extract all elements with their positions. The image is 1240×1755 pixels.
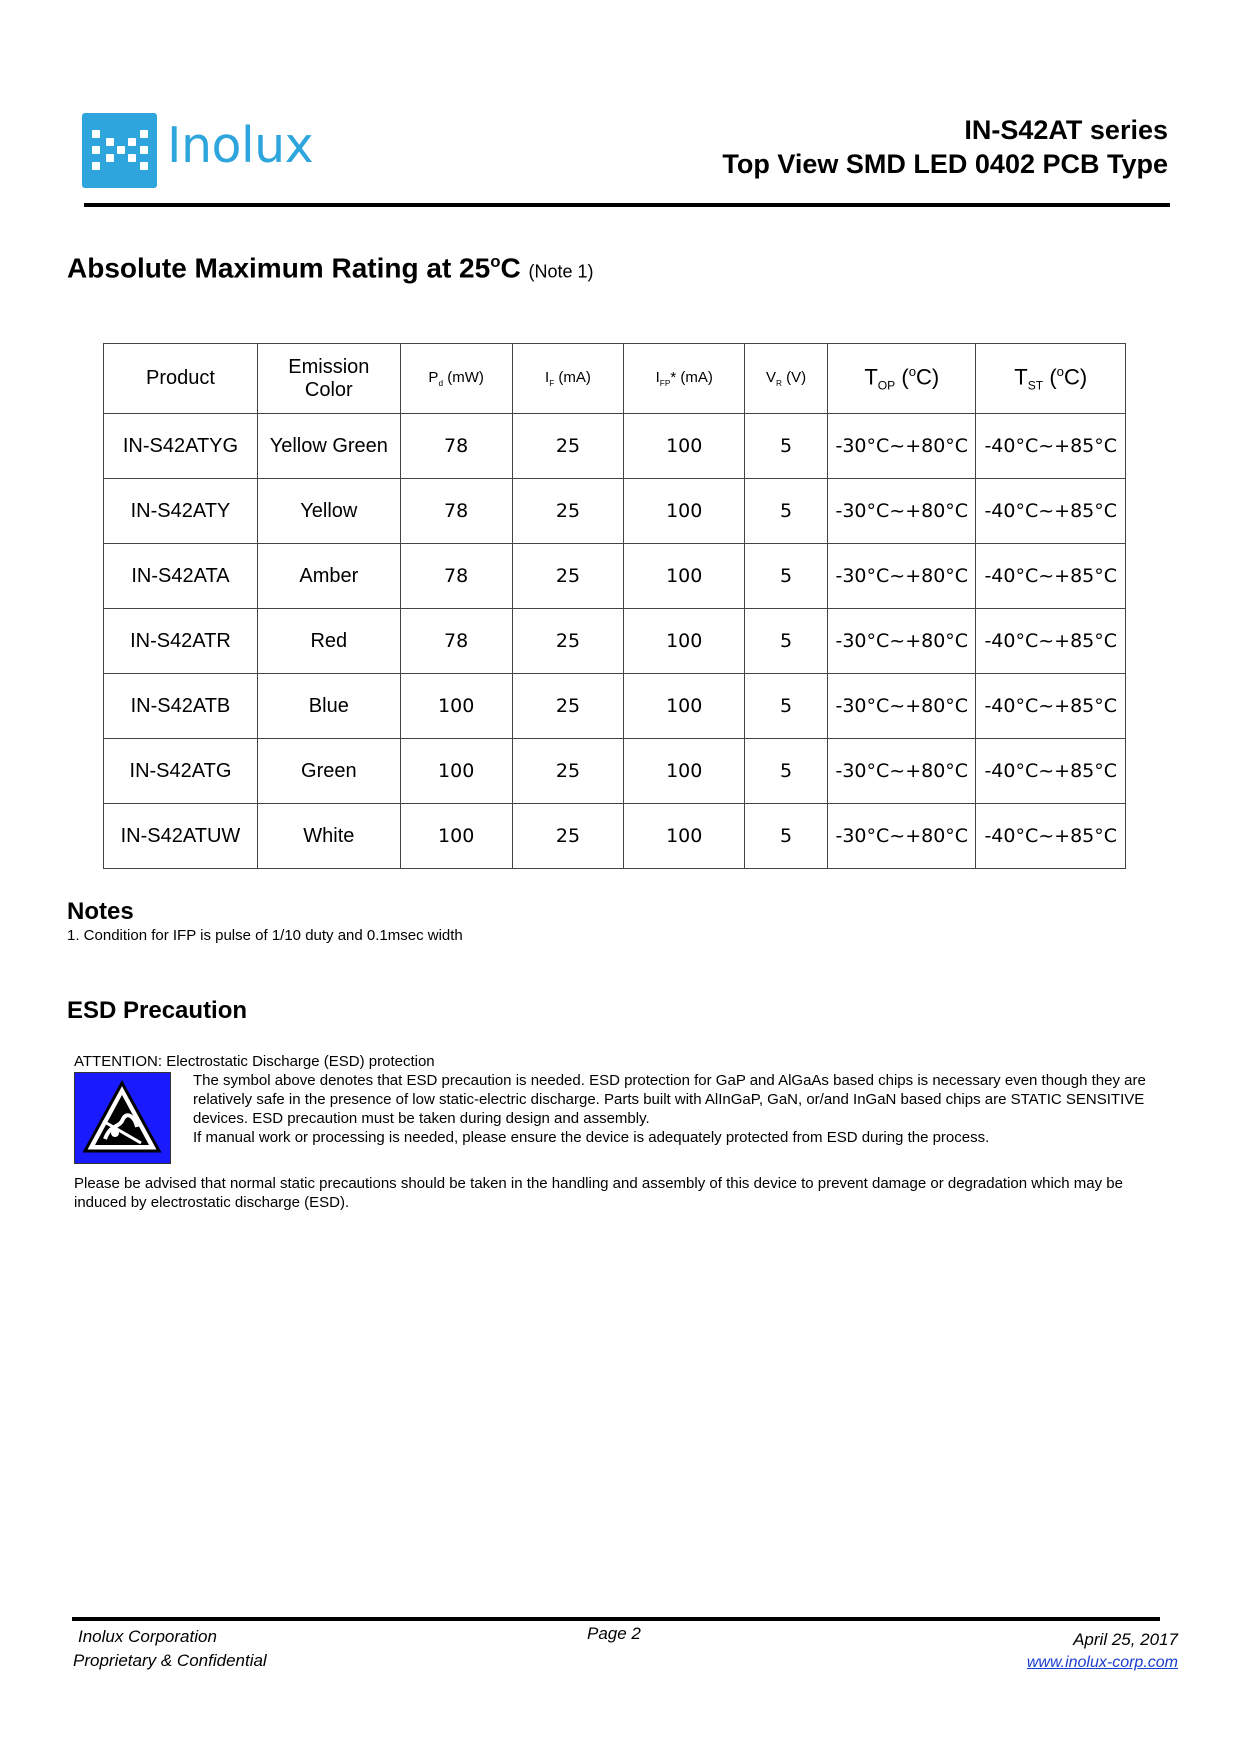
page-number: Page 2 <box>587 1624 641 1643</box>
heading-text: Absolute Maximum Rating at 25 <box>67 252 491 284</box>
heading-unit: C <box>500 252 521 284</box>
cell-pd: 100 <box>400 674 512 739</box>
cell-ifp: 100 <box>624 739 745 804</box>
header-if: $I_F$ (mA) <box>512 344 624 414</box>
cell-tst: -40°C~+85°C <box>976 804 1126 869</box>
cell-product: IN-S42ATR <box>104 609 258 674</box>
esd-warning-icon <box>74 1072 171 1164</box>
cell-color: Green <box>257 739 400 804</box>
header-tst: $T_{ST}$ ($^o$C) <box>976 344 1126 414</box>
table-row <box>104 414 1126 479</box>
logo-text: Inolux <box>167 117 314 174</box>
table-row <box>104 674 1126 739</box>
header-vr: $V_R$ (V) <box>745 344 828 414</box>
cell-tst: -40°C~+85°C <box>976 674 1126 739</box>
cell-top: -30°C~+80°C <box>828 544 976 609</box>
section-heading-absolute-maximum-rating <box>67 252 594 284</box>
table-row <box>104 479 1126 544</box>
cell-color: Yellow Green <box>257 414 400 479</box>
cell-tst: -40°C~+85°C <box>976 609 1126 674</box>
footer-date: April 25, 2017 <box>1073 1630 1178 1649</box>
note-reference: (Note 1) <box>528 261 594 282</box>
cell-top: -30°C~+80°C <box>828 804 976 869</box>
series-title: IN-S42AT series <box>964 115 1168 145</box>
table-row <box>104 544 1126 609</box>
cell-if: 25 <box>512 739 624 804</box>
cell-ifp: 100 <box>624 544 745 609</box>
cell-pd: 100 <box>400 739 512 804</box>
logo-mark-icon <box>82 113 157 188</box>
cell-top: -30°C~+80°C <box>828 414 976 479</box>
esd-heading: ESD Precaution <box>67 997 248 1024</box>
cell-product: IN-S42ATUW <box>104 804 258 869</box>
cell-product: IN-S42ATY <box>104 479 258 544</box>
notes-heading: Notes <box>67 898 134 925</box>
note-item: 1. Condition for IFP is pulse of 1/10 duty and 0.1msec width <box>67 927 463 944</box>
cell-product: IN-S42ATA <box>104 544 258 609</box>
cell-if: 25 <box>512 414 624 479</box>
cell-top: -30°C~+80°C <box>828 479 976 544</box>
cell-if: 25 <box>512 674 624 739</box>
document-title-block <box>722 113 1168 181</box>
table-header-row <box>104 344 1126 414</box>
cell-vr: 5 <box>745 804 828 869</box>
cell-top: -30°C~+80°C <box>828 739 976 804</box>
cell-if: 25 <box>512 479 624 544</box>
footer-divider <box>72 1617 1160 1621</box>
cell-tst: -40°C~+85°C <box>976 739 1126 804</box>
cell-color: Yellow <box>257 479 400 544</box>
header-top: $T_{OP}$ ($^o$C) <box>828 344 976 414</box>
cell-if: 25 <box>512 609 624 674</box>
esd-paragraph-1: The symbol above denotes that ESD precaution is needed. ESD protection for GaP and AlGaAs based chips is necessary even though they are relatively safe in the presence of low static-electric discharge. Parts built with AlInGaP, GaN, or/and InGaN based chips are STATIC SENSITIVE devices. ESD precaution must be taken during design and assembly. <box>193 1072 1146 1127</box>
degree-sup: o <box>490 252 501 271</box>
cell-vr: 5 <box>745 544 828 609</box>
header-emission-line1: Emission <box>288 355 370 378</box>
product-subtitle: Top View SMD LED 0402 PCB Type <box>722 149 1168 179</box>
header-pd: $P_d$ (mW) <box>400 344 512 414</box>
cell-pd: 78 <box>400 544 512 609</box>
esd-paragraph-2: If manual work or processing is needed, please ensure the device is adequately protected from ESD during the process. <box>193 1129 990 1146</box>
footer-confidential: Proprietary & Confidential <box>73 1651 267 1670</box>
esd-body <box>193 1071 1153 1147</box>
cell-pd: 78 <box>400 609 512 674</box>
cell-vr: 5 <box>745 739 828 804</box>
cell-color: White <box>257 804 400 869</box>
cell-ifp: 100 <box>624 609 745 674</box>
header-emission-color <box>257 344 400 414</box>
esd-attention: ATTENTION: Electrostatic Discharge (ESD) protection <box>74 1053 435 1070</box>
footer-website-link[interactable]: www.inolux-corp.com <box>1026 1654 1178 1671</box>
table-row <box>104 609 1126 674</box>
cell-tst: -40°C~+85°C <box>976 414 1126 479</box>
header-product: Product <box>104 344 258 414</box>
cell-product: IN-S42ATG <box>104 739 258 804</box>
cell-pd: 100 <box>400 804 512 869</box>
cell-pd: 78 <box>400 414 512 479</box>
cell-if: 25 <box>512 804 624 869</box>
company-logo <box>82 113 314 191</box>
cell-color: Red <box>257 609 400 674</box>
cell-tst: -40°C~+85°C <box>976 479 1126 544</box>
cell-vr: 5 <box>745 609 828 674</box>
cell-vr: 5 <box>745 479 828 544</box>
cell-tst: -40°C~+85°C <box>976 544 1126 609</box>
table-row <box>104 739 1126 804</box>
cell-pd: 78 <box>400 479 512 544</box>
footer-company: Inolux Corporation <box>78 1627 217 1646</box>
table-row <box>104 804 1126 869</box>
cell-color: Amber <box>257 544 400 609</box>
header-divider <box>84 203 1170 207</box>
absolute-maximum-rating-table <box>103 343 1126 869</box>
cell-top: -30°C~+80°C <box>828 674 976 739</box>
cell-vr: 5 <box>745 414 828 479</box>
cell-ifp: 100 <box>624 674 745 739</box>
cell-ifp: 100 <box>624 804 745 869</box>
cell-top: -30°C~+80°C <box>828 609 976 674</box>
cell-vr: 5 <box>745 674 828 739</box>
cell-color: Blue <box>257 674 400 739</box>
cell-ifp: 100 <box>624 479 745 544</box>
cell-product: IN-S42ATYG <box>104 414 258 479</box>
esd-advice: Please be advised that normal static precautions should be taken in the handling and assembly of this device to prevent damage or degradation which may be induced by electrostatic discharge (ESD). <box>74 1175 1123 1211</box>
cell-ifp: 100 <box>624 414 745 479</box>
header-ifp: $I_{FP}*$ (mA) <box>624 344 745 414</box>
cell-if: 25 <box>512 544 624 609</box>
header-emission-line2: Color <box>304 378 353 401</box>
cell-product: IN-S42ATB <box>104 674 258 739</box>
